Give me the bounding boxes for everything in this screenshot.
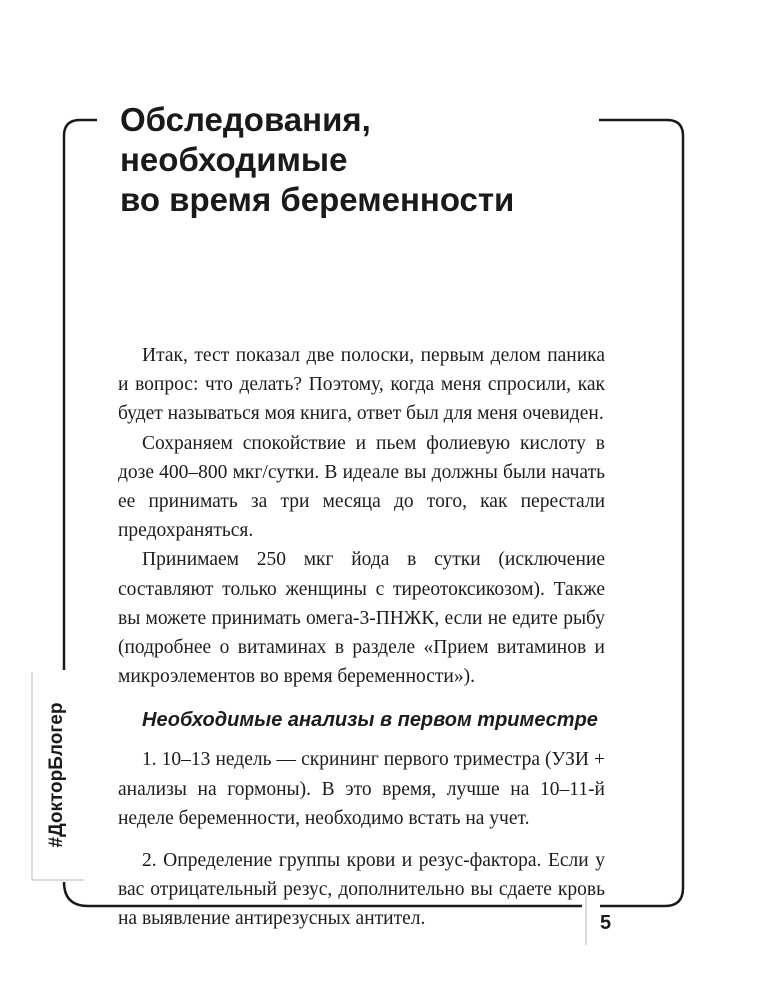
list-item-2: 2. Определение группы крови и резус-фактора. Если у вас отрицательный резус, дополнительно вы сдаете кровь на выявление антирезусных антител. [118,850,605,930]
side-tab [30,670,85,880]
body-text [118,341,605,947]
paragraph-3: Принимаем 250 мкг йода в сутки (исключение составляют только женщины с тиреотоксикозом). Также вы можете принимать омега-3-ПНЖК, если не едите рыбу (подробнее о витаминах в разделе «Прием витаминов и микроэлементов во время беременности»). [118,549,605,688]
paragraph-2: Сохраняем спокойствие и пьем фолиевую кислоту в дозе 400–800 мкг/сутки. В идеале вы должны были начать ее принимать за три месяца до того, как перестали предохраняться. [118,432,605,542]
frame-top-left-corner [64,120,97,670]
paragraph-1: Итак, тест показал две полоски, первым делом паника и вопрос: что делать? Поэтому, когда меня спросили, как будет называться моя книга, ответ был для меня очевиден. [118,345,605,425]
chapter-title [120,100,590,220]
page-number: 5 [600,912,612,934]
frame-top-right-corner [599,120,683,906]
section-heading: Необходимые анализы в первом триместре [142,709,598,732]
chapter-title-line-1: Обследования, необходимые [120,101,371,178]
list-item-1: 1. 10–13 недель — скрининг первого триместра (УЗИ + анализы на гормоны). В это время, лучше на 10–11-й неделе беременности, необходимо встать на учет. [118,749,605,829]
chapter-title-line-2: во время беременности [120,181,515,218]
side-tab-hashtag: #ДокторБлогер [46,702,67,848]
